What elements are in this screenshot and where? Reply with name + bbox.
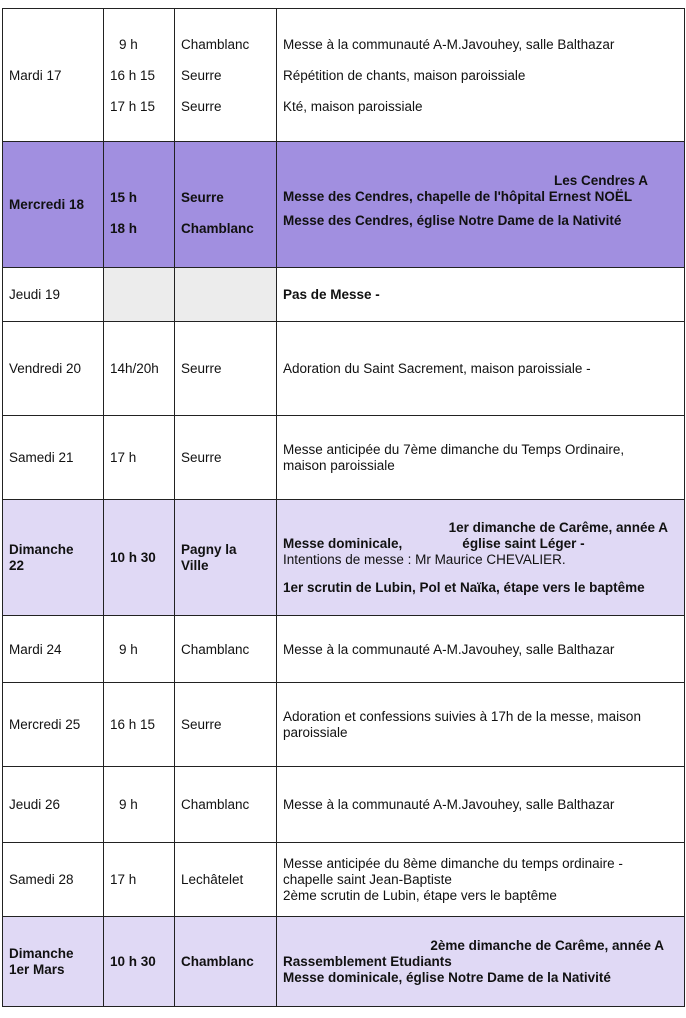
description-text: chapelle saint Jean-Baptiste xyxy=(283,871,452,887)
description-text: Kté, maison paroissiale xyxy=(283,98,423,114)
day-label: Dimanche xyxy=(9,945,74,961)
place-value: Seurre xyxy=(181,189,224,205)
time-cell: 10 h 30 xyxy=(104,917,175,1007)
time-cell: 14h/20h xyxy=(104,322,175,416)
table-row xyxy=(3,843,685,917)
time-cell: 9 h xyxy=(104,616,175,683)
table-row xyxy=(3,416,685,500)
table-row xyxy=(3,142,685,268)
description-cell xyxy=(277,683,685,767)
time-cell xyxy=(104,9,175,142)
description-text: maison paroissiale xyxy=(283,457,395,473)
place-cell xyxy=(175,9,277,142)
place-value: Chamblanc xyxy=(181,220,254,236)
time-cell xyxy=(104,142,175,268)
time-cell: 9 h xyxy=(104,767,175,843)
liturgical-title: Les Cendres A xyxy=(553,173,648,188)
description-cell xyxy=(277,917,685,1007)
place-value: Seurre xyxy=(181,98,222,114)
place-value: Seurre xyxy=(181,67,222,83)
table-row xyxy=(3,322,685,416)
description-text: Messe anticipée du 8ème dimanche du temps ordinaire - xyxy=(283,855,623,871)
table-row xyxy=(3,917,685,1007)
description-text: 2ème scrutin de Lubin, étape vers le baptême xyxy=(283,887,557,903)
description-text: Messe des Cendres, église Notre Dame de la Nativité xyxy=(283,213,622,228)
description-text: Messe anticipée du 7ème dimanche du Temps Ordinaire, xyxy=(283,441,625,457)
description-cell xyxy=(277,9,685,142)
time-value: 17 h 15 xyxy=(110,98,156,114)
place-cell: Chamblanc xyxy=(175,616,277,683)
day-cell: Jeudi 26 xyxy=(3,767,104,843)
day-cell: Mercredi 18 xyxy=(3,142,104,268)
table-row xyxy=(3,683,685,767)
place-cell: Seurre xyxy=(175,322,277,416)
parish-schedule-table xyxy=(2,8,685,1007)
day-cell: Mercredi 25 xyxy=(3,683,104,767)
time-cell: 17 h xyxy=(104,416,175,500)
time-cell: 16 h 15 xyxy=(104,683,175,767)
description-cell: Pas de Messe - xyxy=(277,268,685,322)
table-row xyxy=(3,9,685,142)
time-value: 15 h xyxy=(110,189,138,205)
description-text: 1er scrutin de Lubin, Pol et Naïka, étape vers le baptême xyxy=(283,579,645,595)
place-value: Chamblanc xyxy=(181,36,250,52)
time-cell: 17 h xyxy=(104,843,175,917)
time-value: 9 h xyxy=(119,36,138,52)
place-value: Pagny la xyxy=(181,541,237,557)
liturgical-title: 1er dimanche de Carême, année A xyxy=(448,519,668,535)
description-text: Messe à la communauté A-M.Javouhey, salle Balthazar xyxy=(283,36,615,52)
place-cell: Seurre xyxy=(175,683,277,767)
table-row xyxy=(3,616,685,683)
description-text: Répétition de chants, maison paroissiale xyxy=(283,67,526,83)
description-cell xyxy=(277,500,685,616)
place-cell xyxy=(175,268,277,322)
table-row xyxy=(3,767,685,843)
description-text: Intentions de messe : Mr Maurice CHEVALIER. xyxy=(283,551,566,567)
day-cell: Mardi 17 xyxy=(3,9,104,142)
place-cell xyxy=(175,500,277,616)
liturgical-title: 2ème dimanche de Carême, année A xyxy=(430,937,664,953)
place-cell: Lechâtelet xyxy=(175,843,277,917)
description-cell: Adoration du Saint Sacrement, maison paroissiale - xyxy=(277,322,685,416)
description-text: Messe des Cendres, chapelle de l'hôpital Ernest NOËL xyxy=(283,189,633,204)
place-value: Ville xyxy=(181,557,209,573)
spacer xyxy=(283,568,678,580)
description-cell xyxy=(277,843,685,917)
time-cell: 10 h 30 xyxy=(104,500,175,616)
description-cell xyxy=(277,142,685,268)
description-text: Adoration et confessions suivies à 17h de la messe, maison xyxy=(283,708,641,724)
table-row xyxy=(3,500,685,616)
day-cell: Samedi 21 xyxy=(3,416,104,500)
day-cell: Vendredi 20 xyxy=(3,322,104,416)
day-cell xyxy=(3,917,104,1007)
description-text: Messe dominicale, église saint Léger - xyxy=(283,535,585,551)
time-value: 16 h 15 xyxy=(110,67,156,83)
description-text: Messe dominicale, église Notre Dame de la Nativité xyxy=(283,969,611,985)
day-label: 1er Mars xyxy=(9,961,65,977)
place-cell: Seurre xyxy=(175,416,277,500)
time-cell xyxy=(104,268,175,322)
place-cell xyxy=(175,142,277,268)
time-value: 18 h xyxy=(110,220,138,236)
description-cell: Messe à la communauté A-M.Javouhey, salle Balthazar xyxy=(277,767,685,843)
day-cell: Samedi 28 xyxy=(3,843,104,917)
day-cell: Mardi 24 xyxy=(3,616,104,683)
day-cell xyxy=(3,500,104,616)
description-text: Rassemblement Etudiants xyxy=(283,953,452,969)
description-text: paroissiale xyxy=(283,724,348,740)
table-row xyxy=(3,268,685,322)
place-cell: Chamblanc xyxy=(175,767,277,843)
place-cell: Chamblanc xyxy=(175,917,277,1007)
day-label: 22 xyxy=(9,557,25,573)
description-cell: Messe à la communauté A-M.Javouhey, salle Balthazar xyxy=(277,616,685,683)
day-cell: Jeudi 19 xyxy=(3,268,104,322)
day-label: Dimanche xyxy=(9,541,74,557)
description-cell xyxy=(277,416,685,500)
